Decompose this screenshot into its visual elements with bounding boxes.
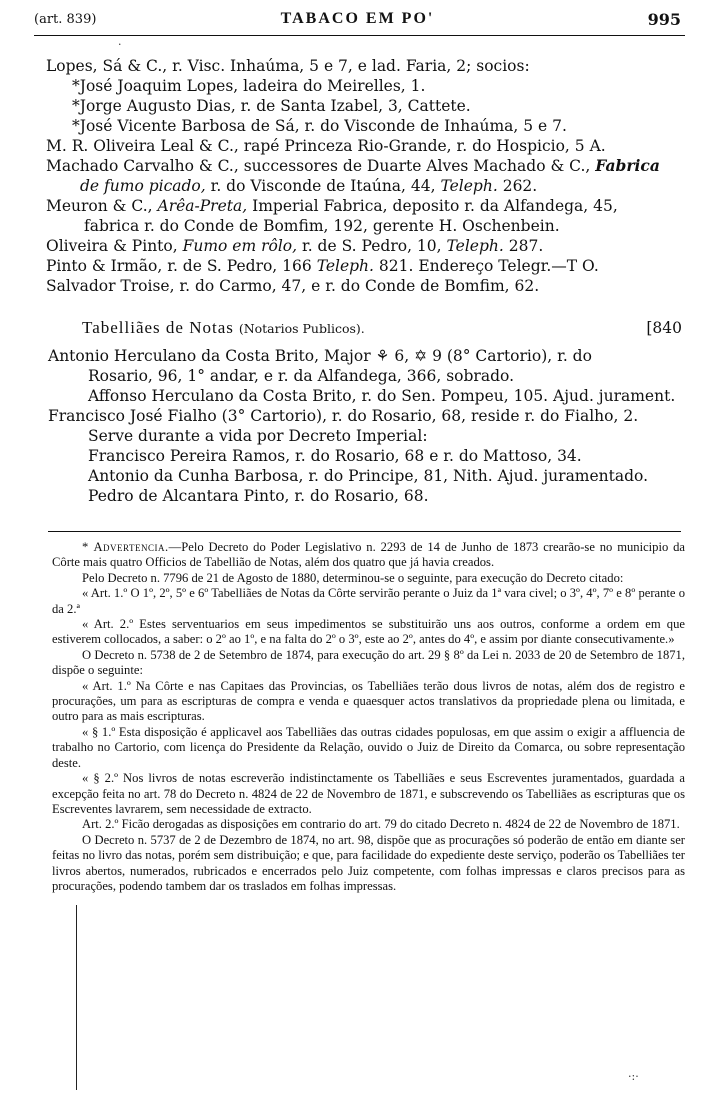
- order-star-icon: ✡: [414, 347, 428, 365]
- footnote-paragraph: Pelo Decreto n. 7796 de 21 de Agosto de 1880, determinou-se o seguinte, para execução do Decreto citado:: [82, 570, 624, 585]
- footnote-paragraph: « Art. 2.º Estes serventuarios em seus impedimentos se substituirão uns aos outros, conforme a ordem em que estiverem collocados, a saber: o 2º ao 1º, e na falta do 2º o 3º, este ao 2º, antes do 4º, e assim por diante consecutivamente.»: [52, 617, 685, 647]
- footnote-paragraph: « § 2.º Nos livros de notas escreverão indistinctamente os Tabelliães e seus Escreventes juramentados, guardada a excepção feita no art. 78 do Decreto n. 4824 de 22 de Novembro de 1871, e subscrevendo os Tabelliães as escripturas que os Escreventes lavrarem, sem necessidade de extracto.: [52, 771, 685, 816]
- footnote-paragraph: « Art. 1.º O 1º, 2º, 5º e 6º Tabelliães de Notas da Côrte servirão perante o Juiz da 1ª vara civel; o 3º, 4º, 7º e 8º perante o da 2.ª: [52, 586, 685, 616]
- article-reference: (art. 839): [34, 12, 97, 27]
- footnote-paragraph: Art. 2.º Ficão derogadas as disposições em contrario do art. 79 do citado Decreto n. 4824 de 22 de Novembro de 1871.: [82, 817, 680, 832]
- entry-text: Imperial Fabrica, deposito r. da Alfandega, 45,: [252, 197, 618, 215]
- section-title: Tabelliães de Notas: [82, 318, 234, 337]
- notary-line: Francisco Pereira Ramos, r. do Rosario, 68 e r. do Mattoso, 34.: [88, 447, 582, 465]
- entry-text: Oliveira & Pinto,: [46, 237, 178, 255]
- notary-line: [48, 346, 592, 366]
- entry-text: r. do Visconde de Itaúna, 44,: [210, 177, 436, 195]
- notary-line: Serve durante a vida por Decreto Imperial:: [88, 427, 428, 445]
- notary-text: Antonio Herculano da Costa Brito, Major: [48, 347, 371, 365]
- ink-speck: ·:·: [628, 1070, 639, 1083]
- entry-italic: Arêa-Preta,: [157, 197, 248, 215]
- order-rose-icon: ⚘: [375, 347, 390, 365]
- footnote-rule: [48, 531, 681, 532]
- entry-line: [46, 256, 599, 276]
- entry-italic: Teleph.: [446, 237, 504, 255]
- section-subtitle: (Notarios Publicos).: [238, 321, 365, 336]
- entry-line: [46, 156, 660, 176]
- footnote: [52, 540, 685, 894]
- footnote-paragraph: [52, 540, 685, 571]
- notary-line: Affonso Herculano da Costa Brito, r. do Sen. Pompeu, 105. Ajud. jurament.: [88, 387, 676, 405]
- notary-line: Francisco José Fialho (3° Cartorio), r. do Rosario, 68, reside r. do Fialho, 2.: [48, 407, 639, 425]
- entry-text: Meuron & C.,: [46, 197, 153, 215]
- entry-italic: de fumo picado,: [80, 177, 206, 195]
- notary-line: Antonio da Cunha Barbosa, r. do Principe, 81, Nith. Ajud. juramentado.: [88, 467, 649, 485]
- entry-line: Lopes, Sá & C., r. Visc. Inhaúma, 5 e 7, e lad. Faria, 2; socios:: [46, 57, 530, 75]
- notary-text: 6,: [394, 347, 410, 365]
- entry-line: M. R. Oliveira Leal & C., rapé Princeza Rio-Grande, r. do Hospicio, 5 A.: [46, 137, 606, 155]
- entry-text: 287.: [508, 237, 544, 255]
- notary-line: Rosario, 96, 1° andar, e r. da Alfandega, 366, sobrado.: [88, 367, 514, 385]
- section-heading: [82, 318, 682, 339]
- entry-italic: Fumo em rôlo,: [182, 237, 298, 255]
- entry-line: *Jorge Augusto Dias, r. de Santa Izabel, 3, Cattete.: [72, 97, 471, 115]
- margin-bleed-line: [76, 905, 77, 1090]
- footnote-paragraph: O Decreto n. 5738 de 2 de Setembro de 1874, para execução do art. 29 § 8º da Lei n. 2033 de 20 de Setembro de 1871, dispõe o seguinte:: [52, 647, 685, 678]
- ink-speck: ·: [118, 38, 122, 51]
- footnote-label: * Advertencia.: [82, 540, 169, 554]
- running-title: TABACO EM PO': [280, 10, 435, 27]
- entry-italic: Teleph.: [440, 177, 498, 195]
- notary-line: Pedro de Alcantara Pinto, r. do Rosario, 68.: [88, 487, 429, 505]
- section-number: [840: [646, 319, 682, 337]
- page-number: 995: [647, 10, 681, 29]
- entry-text: 821. Endereço Telegr.—T O.: [378, 257, 599, 275]
- footnote-text: —Pelo Decreto do Poder Legislativo n. 2293 de 14 de Junho de 1873 crearão-se no municipio da Côrte mais quatro Officios de Tabellião de Notas, além dos quatro que já havia creados.: [52, 540, 685, 570]
- entry-italic: Fabrica: [595, 156, 660, 175]
- entry-italic: Teleph.: [316, 257, 374, 275]
- footnote-paragraph: « Art. 1.º Na Côrte e nas Capitaes das Provincias, os Tabelliães terão dous livros de notas, além dos de registro e procurações, um para as escripturas de compra e venda e quaesquer actos translativos da propriedade plena ou limitada, e outro para as mais escripturas.: [52, 678, 685, 724]
- footnote-paragraph: O Decreto n. 5737 de 2 de Dezembro de 1874, no art. 98, dispõe que as procurações só poderão de então em diante ser feitas no livro das notas, porém sem distribuição; e que, para facilidade do expediente deste serviço, poderão os Tabelliães ter livros abertos, numerados, rubricados e encerrados pelo Juiz competente, com folhas impressas e claros precisos para as procurações, podendo tambem dar os traslados em folhas impressas.: [52, 832, 685, 893]
- entry-text: 262.: [502, 177, 538, 195]
- entry-line: Salvador Troise, r. do Carmo, 47, e r. do Conde de Bomfim, 62.: [46, 277, 540, 295]
- entry-line: [80, 176, 537, 196]
- entry-line: *José Vicente Barbosa de Sá, r. do Visconde de Inhaúma, 5 e 7.: [72, 117, 567, 135]
- page-header: [30, 8, 685, 34]
- entry-text: Machado Carvalho & C., successores de Duarte Alves Machado & C.,: [46, 157, 591, 175]
- footnote-paragraph: « § 1.º Esta disposição é applicavel aos Tabelliães das outras cidades populosas, em que assim o exigir a affluencia de trabalho no Cartorio, com licença do Presidente da Relação, ouvido o Juiz de Direito da Comarca, ou sobre representação deste.: [52, 724, 685, 770]
- entry-line: [46, 196, 618, 216]
- entry-line: fabrica r. do Conde de Bomfim, 192, gerente H. Oschenbein.: [84, 217, 560, 235]
- header-rule: [34, 35, 685, 36]
- entry-line: *José Joaquim Lopes, ladeira do Meirelles, 1.: [72, 77, 426, 95]
- notary-text: 9 (8° Cartorio), r. do: [432, 347, 592, 365]
- entry-text: Pinto & Irmão, r. de S. Pedro, 166: [46, 257, 312, 275]
- entry-line: [46, 236, 543, 256]
- entry-text: r. de S. Pedro, 10,: [302, 237, 442, 255]
